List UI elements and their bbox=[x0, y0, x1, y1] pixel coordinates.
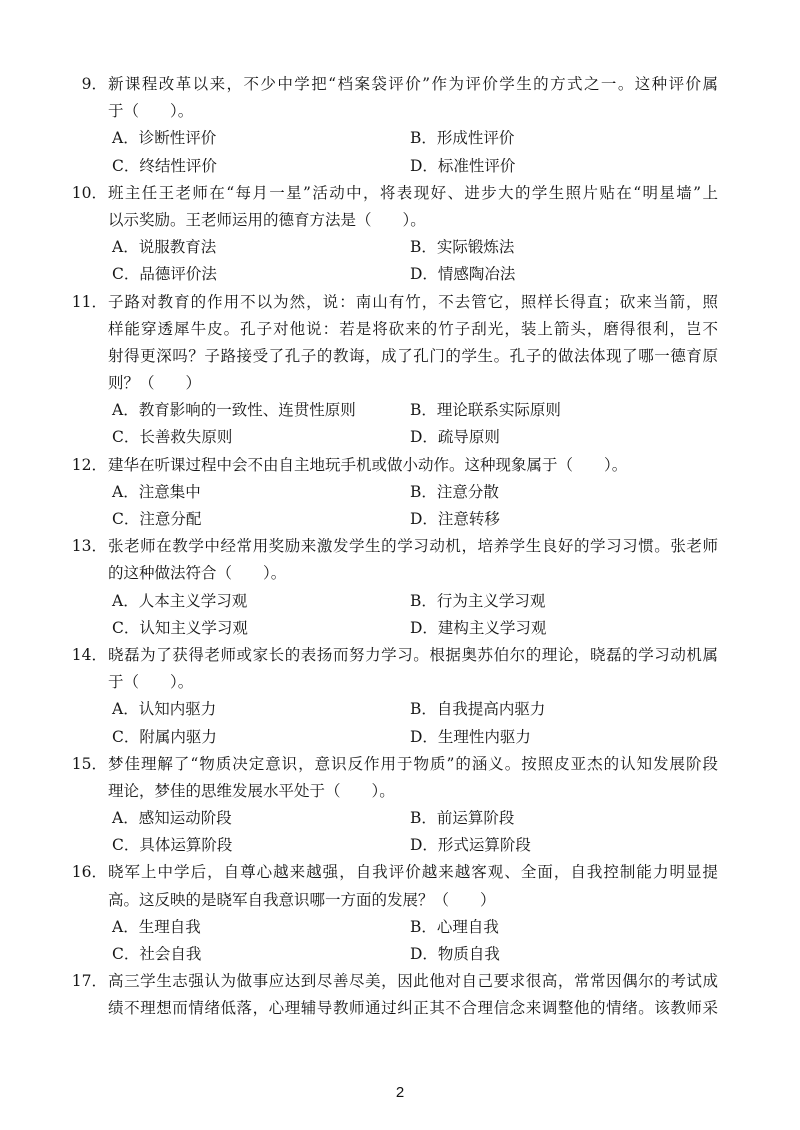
option-d: D．建构主义学习观 bbox=[410, 618, 547, 637]
question-stem-line bbox=[71, 968, 718, 995]
question-stem-line bbox=[71, 180, 718, 207]
question-stem-text: 理论，梦佳的思维发展水平处于（ ）。 bbox=[108, 781, 395, 800]
question-item bbox=[81, 71, 718, 180]
option-a: A．注意集中 bbox=[112, 482, 201, 501]
option-a: A．生理自我 bbox=[112, 917, 201, 936]
option-c: C．品德评价法 bbox=[112, 265, 217, 284]
option-row bbox=[108, 424, 718, 451]
option-row bbox=[108, 125, 718, 152]
question-stem-text: 于（ ）。 bbox=[108, 673, 194, 692]
question-item bbox=[71, 859, 718, 968]
question-list bbox=[71, 71, 718, 1023]
question-stem-line bbox=[108, 887, 718, 914]
question-stem-text: 射得更深吗？子路接受了孔子的教诲，成了孔门的学生。孔子的做法体现了哪一德育原 bbox=[108, 346, 718, 365]
question-stem-text: 高三学生志强认为做事应达到尽善尽美，因此他对自己要求很高，常常因偶尔的考试成 bbox=[108, 972, 718, 991]
option-d: D．生理性内驱力 bbox=[410, 727, 531, 746]
question-item bbox=[71, 751, 718, 860]
question-stem-text: 绩不理想而情绪低落，心理辅导教师通过纠正其不合理信念来调整他的情绪。该教师采 bbox=[108, 999, 718, 1018]
question-number: 10． bbox=[71, 183, 107, 202]
question-stem-line bbox=[108, 343, 718, 370]
option-b: B．自我提高内驱力 bbox=[410, 700, 546, 719]
question-item bbox=[71, 289, 718, 452]
question-stem-line bbox=[71, 859, 718, 886]
option-c: C．具体运算阶段 bbox=[112, 836, 233, 855]
question-stem-line bbox=[71, 289, 718, 316]
question-item bbox=[71, 968, 718, 1022]
option-d: D．物质自我 bbox=[410, 945, 500, 963]
question-stem-line bbox=[108, 560, 718, 587]
option-d: D．情感陶冶法 bbox=[410, 265, 516, 284]
question-item bbox=[71, 642, 718, 751]
option-row bbox=[108, 832, 718, 859]
option-c: C．社会自我 bbox=[112, 945, 202, 963]
option-row bbox=[108, 153, 718, 180]
question-stem-text: 子路对教育的作用不以为然，说：南山有竹，不去管它，照样长得直；砍来当箭，照 bbox=[108, 292, 718, 311]
option-c: C．长善救失原则 bbox=[112, 428, 233, 447]
option-row bbox=[108, 724, 718, 751]
option-row bbox=[108, 588, 718, 615]
option-row bbox=[108, 506, 718, 533]
option-b: B．前运算阶段 bbox=[410, 809, 515, 828]
question-stem-line bbox=[108, 778, 718, 805]
option-c: C．附属内驱力 bbox=[112, 727, 217, 746]
question-stem-line bbox=[71, 452, 718, 479]
question-number: 15． bbox=[71, 754, 107, 773]
question-stem-text: 建华在听课过程中会不由自主地玩手机或做小动作。这种现象属于（ ）。 bbox=[108, 455, 628, 474]
question-stem-line bbox=[108, 995, 718, 1022]
option-b: B．注意分散 bbox=[410, 482, 499, 501]
option-b: B．行为主义学习观 bbox=[410, 591, 546, 610]
option-a: A．认知内驱力 bbox=[112, 700, 217, 719]
question-stem-line bbox=[108, 669, 718, 696]
question-stem-text: 高。这反映的是晓军自我意识哪一方面的发展？（ ） bbox=[108, 890, 496, 909]
question-stem-text: 张老师在教学中经常用奖励来激发学生的学习动机，培养学生良好的学习习惯。张老师 bbox=[108, 537, 718, 556]
question-stem-text: 班主任王老师在“每月一星”活动中，将表现好、进步大的学生照片贴在“明星墙”上 bbox=[108, 183, 718, 202]
question-stem-text: 以示奖励。王老师运用的德育方法是（ ）。 bbox=[108, 210, 426, 229]
option-a: A．诊断性评价 bbox=[112, 129, 217, 148]
question-stem-line bbox=[71, 751, 718, 778]
option-b: B．实际锻炼法 bbox=[410, 238, 515, 257]
option-a: A．人本主义学习观 bbox=[112, 591, 248, 610]
question-item bbox=[71, 452, 718, 534]
option-c: C．注意分配 bbox=[112, 510, 202, 528]
question-number: 14． bbox=[71, 645, 107, 664]
question-number: 11． bbox=[71, 292, 107, 311]
question-stem-text: 样能穿透犀牛皮。孔子对他说：若是将砍来的竹子刮光，装上箭头，磨得很利，岂不 bbox=[108, 319, 718, 338]
question-item bbox=[71, 180, 718, 289]
question-stem-text: 则？（ ） bbox=[108, 374, 202, 393]
question-stem-line bbox=[71, 533, 718, 560]
question-item bbox=[71, 533, 718, 642]
option-b: B．形成性评价 bbox=[410, 129, 515, 148]
option-b: B．理论联系实际原则 bbox=[410, 401, 561, 420]
question-stem-line bbox=[108, 207, 718, 234]
question-stem-text: 晓军上中学后，自尊心越来越强，自我评价越来越客观、全面，自我控制能力明显提 bbox=[108, 863, 718, 882]
option-a: A．说服教育法 bbox=[112, 238, 217, 257]
question-stem-line bbox=[108, 316, 718, 343]
question-number: 12． bbox=[71, 455, 107, 474]
question-stem-text: 晓磊为了获得老师或家长的表扬而努力学习。根据奥苏伯尔的理论，晓磊的学习动机属 bbox=[108, 645, 718, 664]
question-stem-line bbox=[71, 642, 718, 669]
option-row bbox=[108, 914, 718, 941]
question-stem-line bbox=[81, 71, 718, 98]
option-d: D．疏导原则 bbox=[410, 428, 500, 447]
question-stem-text: 的这种做法符合（ ）。 bbox=[108, 564, 287, 583]
option-d: D．注意转移 bbox=[410, 510, 500, 528]
question-number: 9． bbox=[81, 75, 107, 93]
option-c: C．认知主义学习观 bbox=[112, 618, 248, 637]
question-stem-text: 梦佳理解了“物质决定意识，意识反作用于物质”的涵义。按照皮亚杰的认知发展阶段 bbox=[108, 754, 718, 773]
question-stem-text: 于（ ）。 bbox=[108, 102, 194, 121]
question-number: 16． bbox=[71, 863, 107, 882]
option-row bbox=[108, 234, 718, 261]
option-row bbox=[108, 696, 718, 723]
question-number: 17． bbox=[71, 972, 107, 991]
option-d: D．标准性评价 bbox=[410, 156, 516, 175]
option-row bbox=[108, 261, 718, 288]
option-row bbox=[108, 615, 718, 642]
question-stem-line bbox=[108, 98, 718, 125]
question-number: 13． bbox=[71, 537, 107, 556]
option-a: A．感知运动阶段 bbox=[112, 809, 232, 828]
question-stem-line bbox=[108, 370, 718, 397]
page-number: 2 bbox=[395, 1084, 405, 1101]
question-stem-text: 新课程改革以来，不少中学把“档案袋评价”作为评价学生的方式之一。这种评价属 bbox=[108, 75, 718, 93]
option-a: A．教育影响的一致性、连贯性原则 bbox=[112, 401, 356, 420]
option-b: B．心理自我 bbox=[410, 917, 499, 936]
option-d: D．形式运算阶段 bbox=[410, 836, 531, 855]
option-row bbox=[108, 479, 718, 506]
option-row bbox=[108, 941, 718, 968]
option-c: C．终结性评价 bbox=[112, 156, 217, 175]
option-row bbox=[108, 805, 718, 832]
option-row bbox=[108, 397, 718, 424]
